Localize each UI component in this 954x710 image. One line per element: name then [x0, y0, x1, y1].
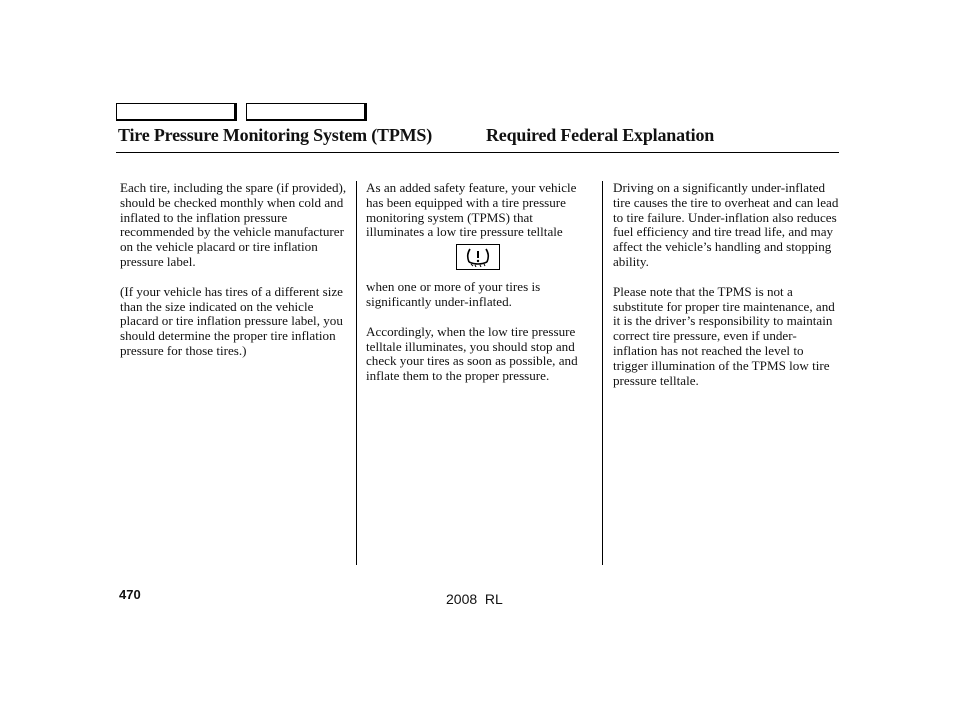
column-divider — [356, 181, 357, 565]
section-title: Tire Pressure Monitoring System (TPMS) — [118, 125, 433, 145]
paragraph: Please note that the TPMS is not a substitute for proper tire maintenance, and it is the driver’s responsibility to maintain correct tire pressure, even if under-inflation has not reached the level to trigger illumination of the TPMS low tire pressure telltale. — [613, 283, 835, 388]
text-column-2 — [366, 181, 594, 399]
paragraph: when one or more of your tires is significantly under-inflated. — [366, 279, 541, 309]
paragraph: (If your vehicle has tires of a different size than the size indicated on the vehicle placard or tire inflation pressure label, you should determine the proper tire inflation pressure for those tires.) — [120, 283, 343, 358]
nav-button-next[interactable] — [246, 103, 367, 121]
page-number: 470 — [119, 587, 141, 602]
text-column-3 — [613, 181, 841, 403]
paragraph: Accordingly, when the low tire pressure telltale illuminates, you should stop and check your tires as soon as possible, and inflate them to the proper pressure. — [366, 323, 578, 384]
nav-button-previous[interactable] — [116, 103, 237, 121]
paragraph: As an added safety feature, your vehicle has been equipped with a tire pressure monitoring system (TPMS) that illuminates a low tire pressure telltale — [366, 180, 577, 240]
column-divider — [602, 181, 603, 565]
section-subtitle: Required Federal Explanation — [486, 125, 715, 145]
footer-model: 2008 RL — [446, 591, 503, 607]
paragraph: Each tire, including the spare (if provided), should be checked monthly when cold and inflated to the inflation pressure recommended by the vehicle manufacturer on the vehicle placard or tire inflation pressure label. — [120, 180, 347, 269]
paragraph: Driving on a significantly under-inflated tire causes the tire to overheat and can lead to tire failure. Under-inflation also reduces fuel efficiency and tire tread life, and may affect the vehicle’s handling and stopping ability. — [613, 180, 839, 269]
header-divider — [116, 152, 839, 153]
low-tire-pressure-icon — [456, 244, 500, 270]
text-column-1 — [120, 181, 348, 374]
